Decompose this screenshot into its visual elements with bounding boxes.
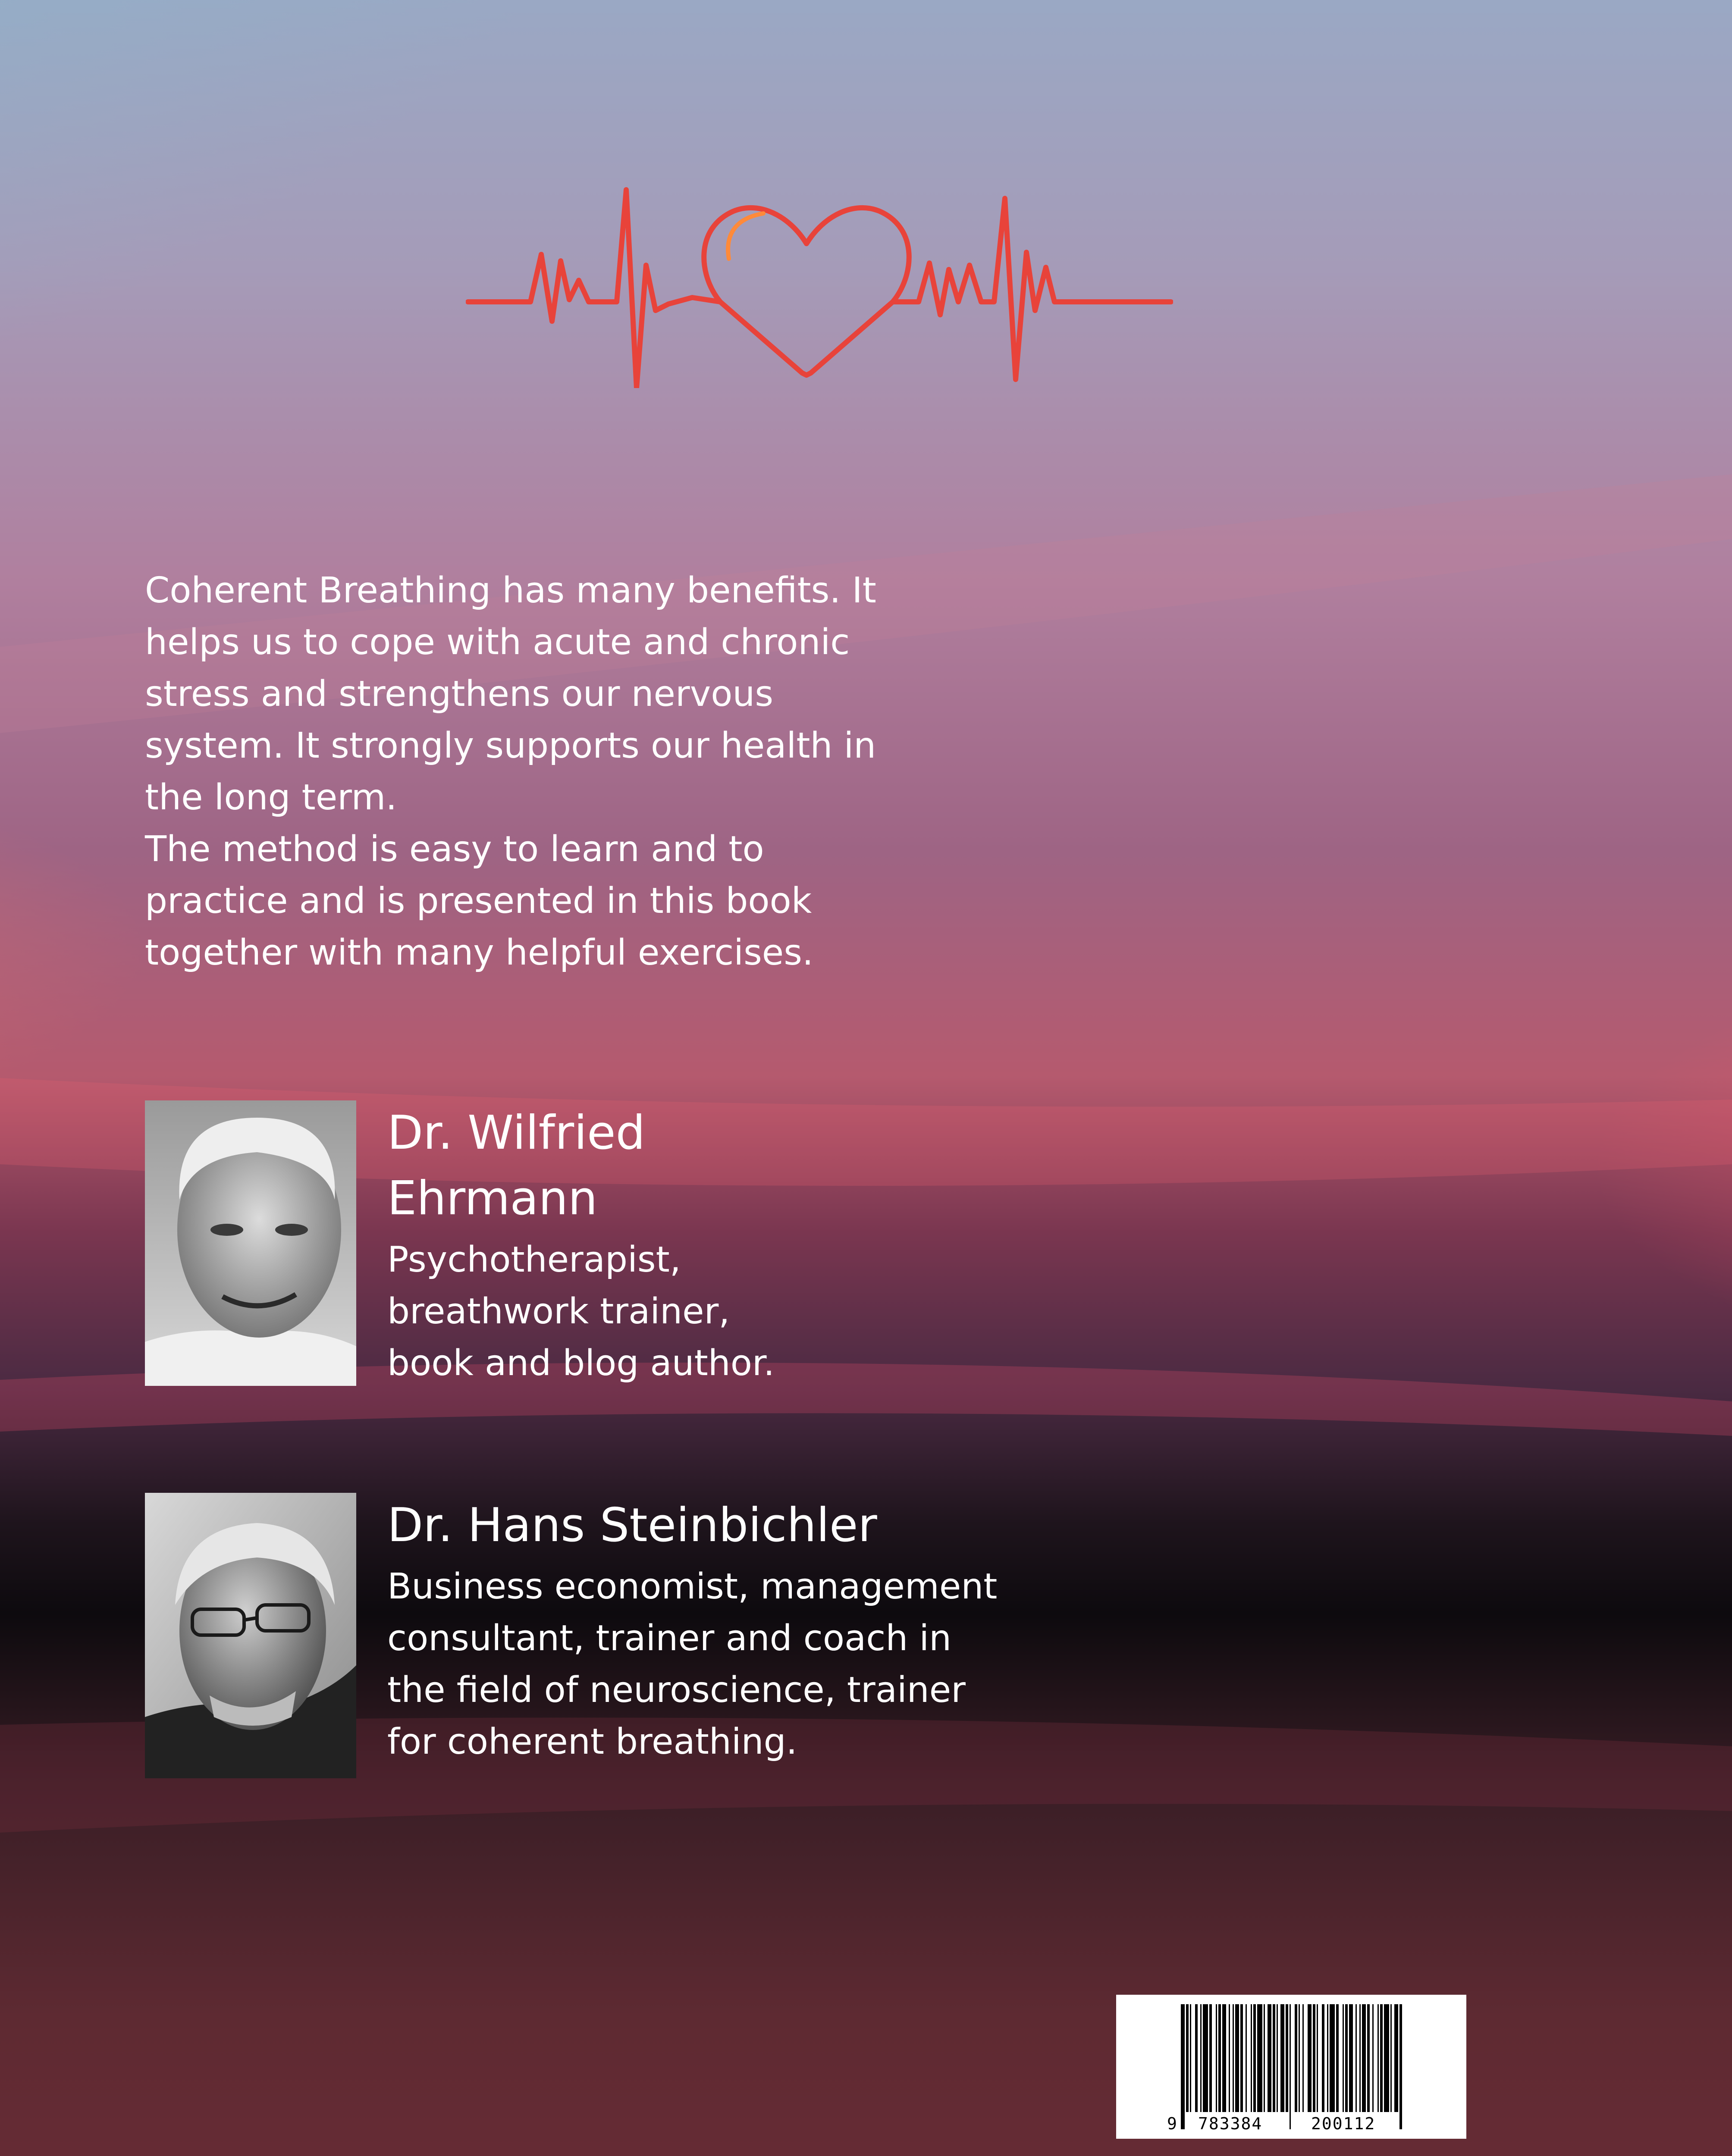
barcode-bar — [1222, 2004, 1226, 2112]
barcode-bar — [1377, 2004, 1379, 2112]
barcode-bar — [1209, 2004, 1212, 2112]
barcode-bar — [1286, 2004, 1288, 2112]
barcode-bar — [1257, 2004, 1262, 2112]
barcode-bar — [1345, 2004, 1348, 2112]
barcode-bar — [1203, 2004, 1208, 2112]
barcode-bar — [1218, 2004, 1221, 2112]
barcode-bar — [1190, 2004, 1191, 2112]
author-bio-ehrmann — [387, 1234, 905, 1389]
barcode-bar — [1200, 2004, 1202, 2112]
barcode-bar — [1295, 2004, 1297, 2112]
barcode-bar — [1216, 2004, 1217, 2112]
barcode-bar — [1240, 2004, 1243, 2112]
barcode-bar — [1253, 2004, 1256, 2112]
barcode-bar — [1290, 2004, 1291, 2129]
barcode-group-2: 200112 — [1311, 2114, 1376, 2133]
barcode-bar — [1246, 2004, 1247, 2112]
barcode-bar — [1313, 2004, 1315, 2112]
author-name-line-1: Dr. Wilfried — [387, 1106, 646, 1160]
barcode-bar — [1349, 2004, 1353, 2112]
barcode-bar — [1233, 2004, 1234, 2112]
isbn-barcode — [1116, 1995, 1466, 2139]
barcode-bar — [1336, 2004, 1339, 2112]
author-bio-line: Business economist, management — [387, 1566, 998, 1607]
author-bio-line: consultant, trainer and coach in — [387, 1618, 952, 1659]
book-description — [145, 565, 878, 979]
author-bio-line: book and blog author. — [387, 1343, 775, 1384]
barcode-bar — [1280, 2004, 1284, 2112]
barcode-bar — [1384, 2004, 1389, 2112]
barcode-bar — [1268, 2004, 1271, 2112]
barcode-bar — [1317, 2004, 1318, 2112]
barcode-bar — [1181, 2004, 1185, 2129]
barcode-bar — [1277, 2004, 1278, 2112]
author-name-steinbichler: Dr. Hans Steinbichler — [387, 1498, 877, 1552]
barcode-bar — [1343, 2004, 1344, 2112]
barcode-bar — [1273, 2004, 1275, 2112]
barcode-bar — [1195, 2004, 1198, 2112]
author-photo-steinbichler — [145, 1493, 356, 1778]
barcode-bar — [1251, 2004, 1252, 2112]
barcode-bar — [1362, 2004, 1366, 2112]
author-bio-line: breathwork trainer, — [387, 1291, 730, 1332]
barcode-bar — [1399, 2004, 1402, 2129]
author-bio-line: the field of neuroscience, trainer — [387, 1670, 966, 1711]
description-paragraph-1: Coherent Breathing has many benefits. It helps us to cope with acute and chronic stress and strengthens our nervous system. It strongly supports our health in the long term. — [145, 570, 876, 818]
author-name-ehrmann — [387, 1100, 689, 1232]
barcode-group-1: 783384 — [1198, 2114, 1263, 2133]
barcode-bar — [1367, 2004, 1370, 2112]
barcode-bar — [1322, 2004, 1324, 2112]
author-photo-ehrmann — [145, 1100, 356, 1386]
description-paragraph-2: The method is easy to learn and to practice and is presented in this book together with many helpful exercises. — [145, 829, 814, 973]
author-bio-steinbichler — [387, 1561, 1000, 1768]
barcode-bar — [1264, 2004, 1265, 2112]
barcode-bar — [1355, 2004, 1357, 2112]
barcode-bar — [1390, 2004, 1392, 2112]
barcode-bar — [1299, 2004, 1300, 2112]
barcode-bar — [1229, 2004, 1230, 2112]
barcode-bar — [1186, 2004, 1189, 2112]
barcode-bar — [1372, 2004, 1374, 2112]
barcode-bar — [1308, 2004, 1312, 2112]
barcode-bar — [1380, 2004, 1383, 2112]
author-name-line-2: Ehrmann — [387, 1172, 598, 1225]
barcode-first-digit: 9 — [1167, 2114, 1177, 2133]
author-bio-line: Psychotherapist, — [387, 1239, 681, 1280]
barcode-bar — [1330, 2004, 1335, 2112]
barcode-bar — [1327, 2004, 1328, 2112]
heartbeat-heart-icon — [466, 181, 1173, 388]
barcode-bar — [1302, 2004, 1304, 2112]
barcode-bar — [1394, 2004, 1398, 2112]
author-bio-line: for coherent breathing. — [387, 1721, 797, 1762]
barcode-bar — [1235, 2004, 1239, 2112]
barcode-bar — [1359, 2004, 1361, 2112]
